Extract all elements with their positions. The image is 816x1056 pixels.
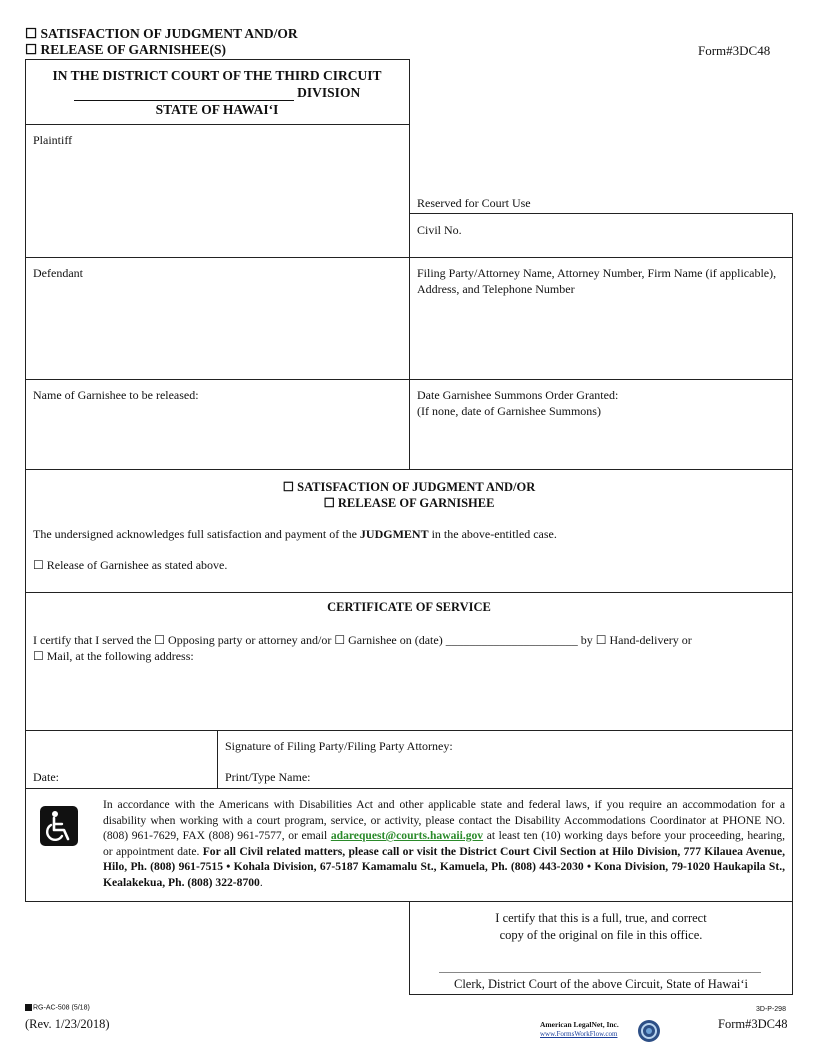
clerk-certify	[409, 910, 793, 944]
defendant-label: Defendant	[33, 266, 83, 280]
garnishee-name-label: Name of Garnishee to be released:	[33, 388, 199, 402]
ada-email-link[interactable]: adarequest@courts.hawaii.gov	[330, 829, 484, 842]
court-line-1: IN THE DISTRICT COURT OF THE THIRD CIRCUIT	[52, 68, 382, 83]
statement-bold: JUDGMENT	[359, 527, 429, 541]
filing-party-label: Filing Party/Attorney Name, Attorney Number, Firm Name (if applicable), Address, and Telephone Number	[417, 266, 777, 296]
clerk-certify-line-1: I certify that this is a full, true, and correct	[495, 911, 707, 925]
form-title	[25, 26, 298, 58]
ada-text-bold: For all Civil related matters, please call or visit the District Court Civil Section at Hilo Division, 777 Kilauea Avenue, Hilo, Ph. (808) 961-7515 • Kohala Division, 67-5187 Kamamalu St., Kamuela, Ph. (808) 443-2030 • Kona Division, 79-1020 Haukapila St., Kealakekua, Ph. (808) 322-8700	[103, 844, 785, 889]
form-number-bottom: Form#3DC48	[718, 1017, 788, 1031]
division-label: DIVISION	[297, 85, 361, 100]
reserved-label: Reserved for Court Use	[417, 196, 531, 210]
row-line-5	[25, 730, 793, 731]
rg-code-text: RG-AC-508 (5/18)	[33, 1004, 90, 1012]
logo-name: American LegalNet, Inc.	[540, 1020, 619, 1029]
print-name-label: Print/Type Name:	[225, 770, 311, 784]
form-number-top: Form#3DC48	[698, 43, 771, 58]
court-division-line	[25, 84, 409, 101]
title-line-2: ☐ RELEASE OF GARNISHEE(S)	[25, 42, 227, 57]
ada-text-end: .	[259, 875, 263, 889]
legalnet-logo[interactable]	[538, 1017, 662, 1045]
code-right: 3D-P-298	[756, 1006, 786, 1013]
date-label: Date:	[33, 770, 59, 784]
satisfaction-heading-line-1: ☐ SATISFACTION OF JUDGMENT AND/OR	[282, 480, 536, 494]
clerk-label: Clerk, District Court of the above Circuit, State of Hawai‘i	[453, 977, 749, 991]
statement-post: in the above-entitled case.	[428, 527, 557, 541]
logo-url: www.FormsWorkFlow.com	[540, 1030, 618, 1038]
row-line-2	[25, 379, 793, 380]
ada-text-mid: at least ten (10) working days before your proceeding, hearing, or appointment date.	[103, 829, 785, 858]
release-garnishee-checkbox[interactable]: ☐ Release of Garnishee as stated above.	[33, 558, 228, 572]
row-line-1	[25, 257, 793, 258]
left-border	[25, 124, 26, 901]
logo-globe-icon	[636, 1017, 662, 1045]
row-line-4	[25, 592, 793, 593]
clerk-bottom-border	[409, 994, 793, 995]
reserved-line	[409, 213, 793, 214]
title-line-1: ☐ SATISFACTION OF JUDGMENT AND/OR	[25, 26, 298, 41]
certificate-line-1: I certify that I served the ☐ Opposing party or attorney and/or ☐ Garnishee on (date) ______________________ by ☐ Hand-delivery or	[33, 633, 692, 647]
clerk-certify-line-2: copy of the original on file in this office.	[499, 928, 703, 942]
ada-notice	[103, 797, 785, 890]
rg-code	[25, 1004, 90, 1011]
summons-date-label	[417, 387, 618, 419]
court-header	[25, 67, 409, 118]
ada-text-pre: In accordance with the Americans with Disabilities Act and other applicable state and federal laws, if you require an accommodation for a disability when working with a court program, service, or activity, please contact the Disability Accommodations Coordinator at PHONE NO. (808) 961-7629, FAX (808) 961-7577, or email	[103, 798, 785, 842]
signature-divider	[217, 730, 218, 788]
right-border	[792, 213, 793, 901]
certificate-line-2: ☐ Mail, at the following address:	[33, 649, 194, 663]
satisfaction-heading	[25, 479, 793, 511]
row-line-3	[25, 469, 793, 470]
summons-date-line-1: Date Garnishee Summons Order Granted:	[417, 388, 619, 402]
division-blank[interactable]	[74, 89, 294, 101]
revision-date: (Rev. 1/23/2018)	[25, 1017, 110, 1031]
center-divider-top	[409, 124, 410, 469]
wheelchair-icon	[40, 806, 78, 846]
clerk-signature-line	[439, 972, 761, 973]
plaintiff-label: Plaintiff	[33, 133, 73, 147]
civil-no-label: Civil No.	[417, 223, 462, 237]
satisfaction-heading-line-2: ☐ RELEASE OF GARNISHEE	[323, 496, 495, 510]
statement-pre: The undersigned acknowledges full satisfaction and payment of the	[33, 527, 360, 541]
court-state: STATE OF HAWAI‘I	[155, 102, 279, 117]
summons-date-line-2: (If none, date of Garnishee Summons)	[417, 404, 601, 418]
certificate-heading: CERTIFICATE OF SERVICE	[327, 600, 491, 614]
satisfaction-statement	[33, 526, 557, 542]
signature-label: Signature of Filing Party/Filing Party Attorney:	[225, 739, 453, 753]
rg-icon	[25, 1004, 32, 1011]
row-line-6	[25, 788, 793, 789]
